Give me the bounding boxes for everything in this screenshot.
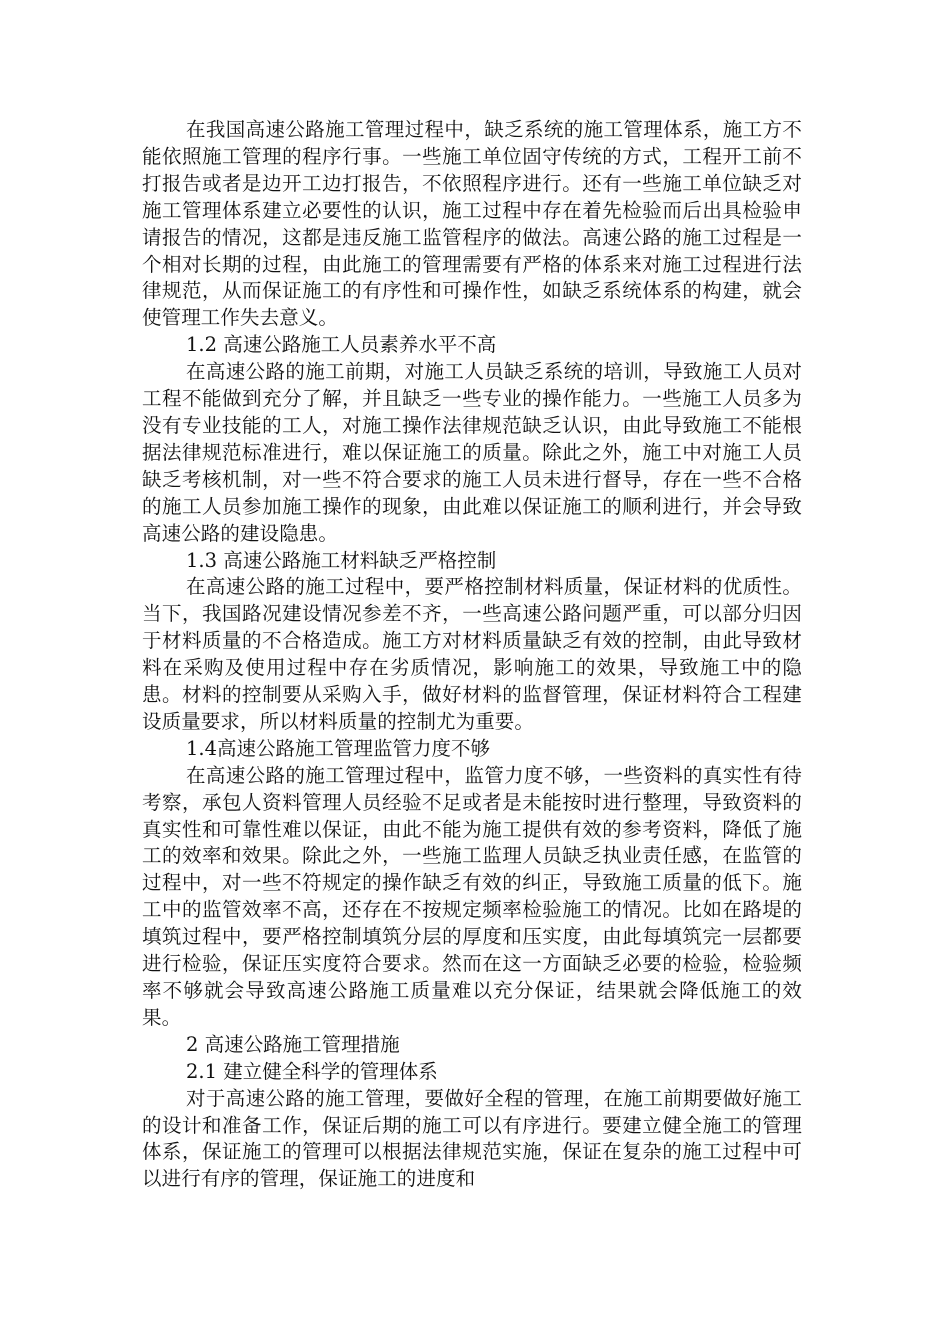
section-heading-1-4: 1.4高速公路施工管理监管力度不够 <box>186 736 491 760</box>
paragraph-personnel-quality: 在高速公路的施工前期，对施工人员缺乏系统的培训，导致施工人员对工程不能做到充分了解，并且缺乏一些专业的操作能力。一些施工人员多为没有专业技能的工人，对施工操作法律规范缺乏认识，由此导致施工不能根据法律规范标准进行，难以保证施工的质量。除此之外，施工中对施工人员缺乏考核机制，对一些不符合要求的施工人员未进行督导，存在一些不合格的施工人员参加施工操作的现象，由此难以保证施工的顺利进行，并会导致高速公路的建设隐患。 <box>142 360 802 545</box>
section-heading-1-3: 1.3 高速公路施工材料缺乏严格控制 <box>186 548 497 572</box>
paragraph-management-measures: 对于高速公路的施工管理，要做好全程的管理，在施工前期要做好施工的设计和准备工作，保证后期的施工可以有序进行。要建立健全施工的管理体系，保证施工的管理可以根据法律规范实施，保证在复杂的施工过程中可以进行有序的管理，保证施工的进度和 <box>142 1086 802 1191</box>
section-heading-2: 2 高速公路施工管理措施 <box>186 1032 400 1056</box>
section-heading-1-2: 1.2 高速公路施工人员素养水平不高 <box>186 333 497 357</box>
document-body <box>142 117 802 1193</box>
paragraph-supervision: 在高速公路的施工管理过程中，监管力度不够，一些资料的真实性有待考察，承包人资料管理人员经验不足或者是未能按时进行整理，导致资料的真实性和可靠性难以保证，由此不能为施工提供有效的参考资料，降低了施工的效率和效果。除此之外，一些施工监理人员缺乏执业责任感，在监管的过程中，对一些不符规定的操作缺乏有效的纠正，导致施工质量的低下。施工中的监管效率不高，还存在不按规定频率检验施工的情况。比如在路堤的填筑过程中，要严格控制填筑分层的厚度和压实度，由此每填筑完一层都要进行检验，保证压实度符合要求。然而在这一方面缺乏必要的检验，检验频率不够就会导致高速公路施工质量难以充分保证，结果就会降低施工的效果。 <box>142 763 802 1029</box>
paragraph-management-system-lacking: 在我国高速公路施工管理过程中，缺乏系统的施工管理体系，施工方不能依照施工管理的程序行事。一些施工单位固守传统的方式，工程开工前不打报告或者是边开工边打报告，不依照程序进行。还有一些施工单位缺乏对施工管理体系建立必要性的认识，施工过程中存在着先检验而后出具检验申请报告的情况，这都是违反施工监管程序的做法。高速公路的施工过程是一个相对长期的过程，由此施工的管理需要有严格的体系来对施工过程进行法律规范，从而保证施工的有序性和可操作性，如缺乏系统体系的构建，就会使管理工作失去意义。 <box>142 118 802 330</box>
paragraph-material-control: 在高速公路的施工过程中，要严格控制材料质量，保证材料的优质性。当下，我国路况建设情况参差不齐，一些高速公路问题严重，可以部分归因于材料质量的不合格造成。施工方对材料质量缺乏有效的控制，由此导致材料在采购及使用过程中存在劣质情况，影响施工的效果，导致施工中的隐患。材料的控制要从采购入手，做好材料的监督管理，保证材料符合工程建设质量要求，所以材料质量的控制尤为重要。 <box>142 575 802 733</box>
section-heading-2-1: 2.1 建立健全科学的管理体系 <box>186 1059 438 1083</box>
